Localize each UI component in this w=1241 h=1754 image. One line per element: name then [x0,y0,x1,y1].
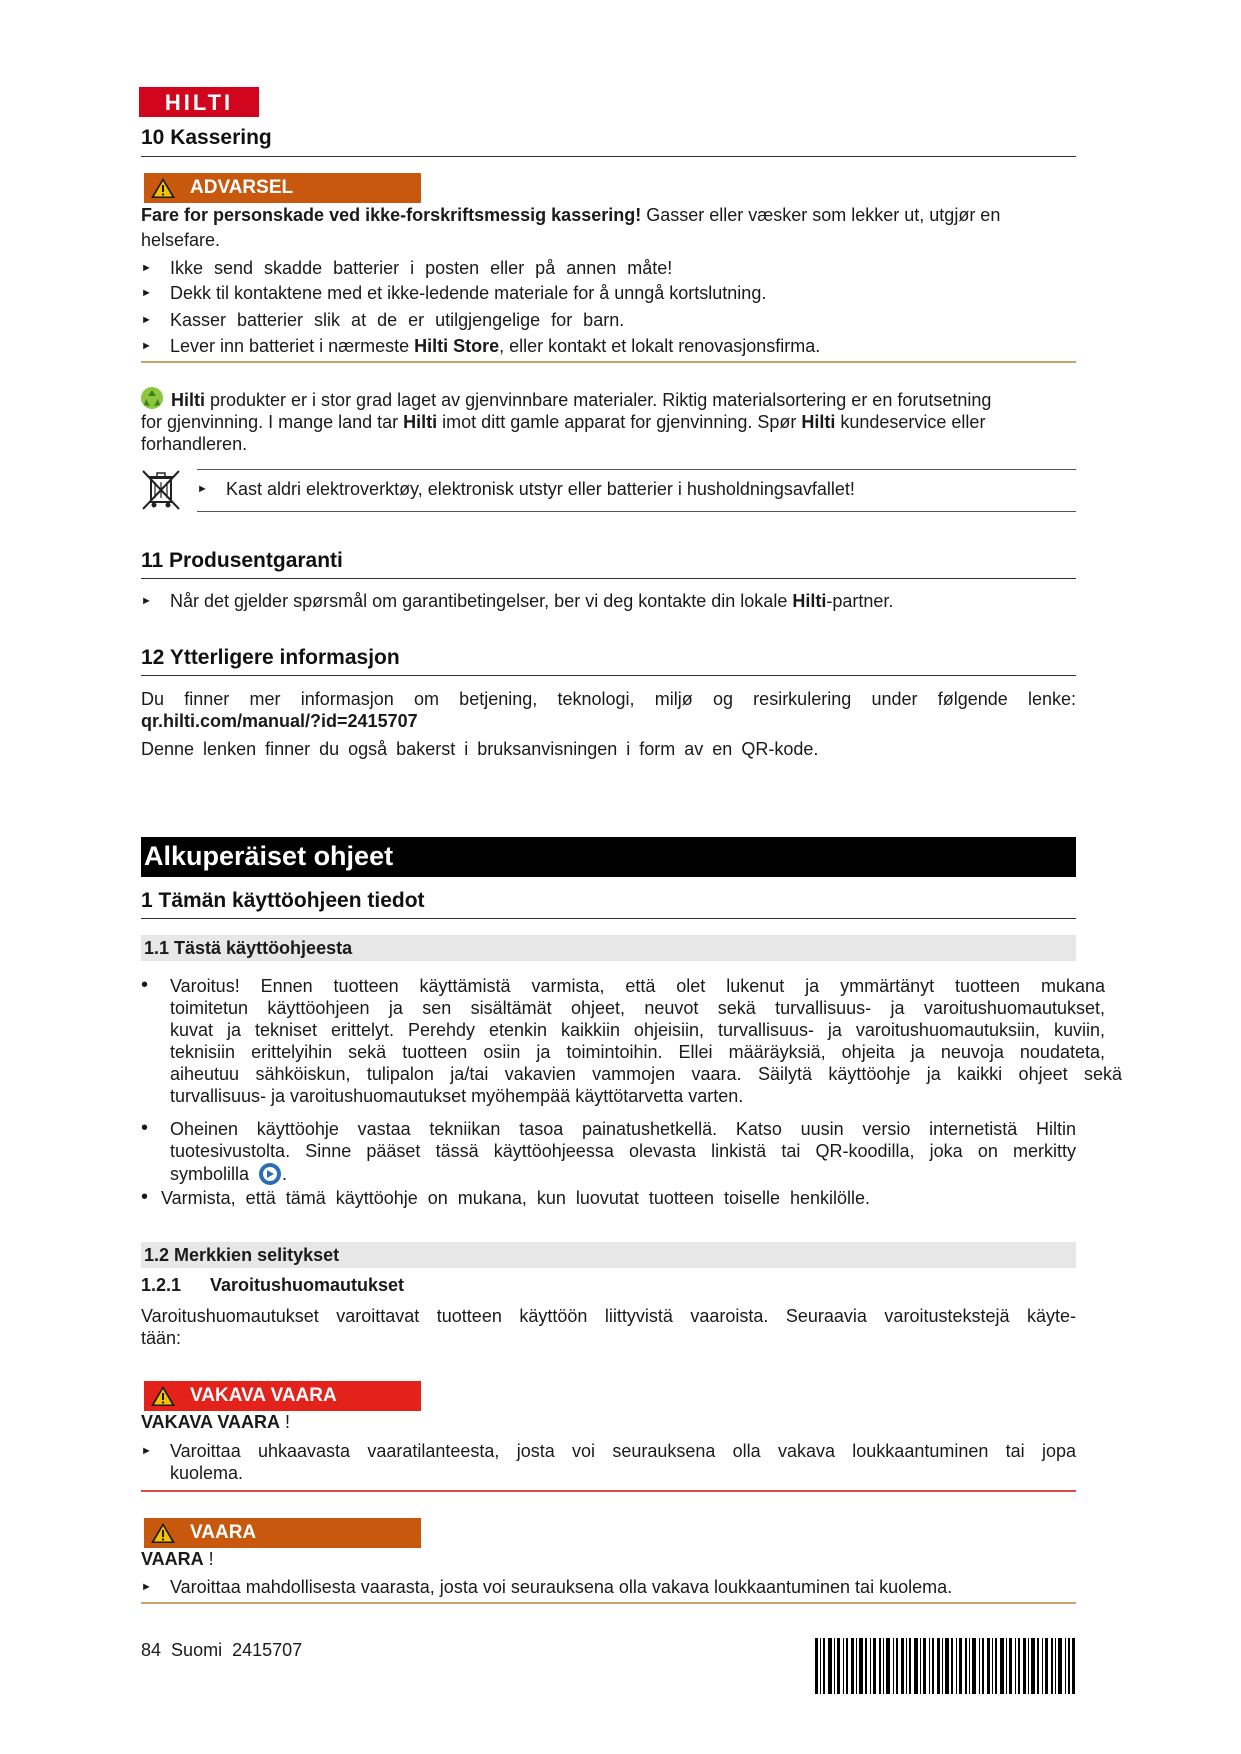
page-footer [141,1640,302,1661]
divider [141,156,1076,157]
page-number: 84 [141,1640,162,1660]
section-1-title: 1 Tämän käyttöohjeen tiedot [141,889,425,912]
divider [141,361,1076,363]
warning-badge-vaara: VAARA [144,1518,421,1548]
vakava-vaara-heading: VAKAVA VAARA ! [141,1412,291,1432]
logo-text: HILTI [164,90,234,115]
warnings-intro-line-1: Varoitushuomautukset varoittavat tuotteen käyttöön liittyvistä vaaroista. Seuraavia varoitustekstejä käyte- [141,1306,1076,1326]
divider [141,1602,1076,1604]
divider [141,578,1076,579]
warning-badge-vakava-vaara: VAKAVA VAARA [144,1381,421,1411]
section-10-title: 10 Kassering [141,126,272,149]
warning-label: ADVARSEL [190,177,294,198]
manual-link-icon [258,1162,282,1186]
language-banner: Alkuperäiset ohjeet [141,837,1076,877]
subsection-1-1-heading: 1.1 Tästä käyttöohjeesta [141,935,1076,961]
vaara-heading: VAARA ! [141,1549,214,1569]
warning-triangle-icon [150,1522,176,1544]
warning-lead-line2: helsefare. [141,230,221,250]
barcode [815,1638,1075,1694]
divider [197,469,1076,470]
warning-badge-advarsel [144,173,421,203]
subsection-1-2-1-number: 1.2.1 [141,1275,182,1295]
hilti-logo [139,87,259,117]
recycle-line-3: forhandleren. [141,434,248,454]
section-11-title: 11 Produsentgaranti [141,549,343,572]
crossed-bin-icon [140,468,182,512]
subsection-1-2-1-title: Varoitushuomautukset [210,1275,405,1295]
divider [141,918,1076,919]
recycle-line-2: for gjenvinning. I mange land tar Hilti imot ditt gamle apparat for gjenvinning. Spør Hilti kundeservice eller [141,412,986,432]
divider [197,511,1076,512]
divider [141,1490,1076,1492]
footer-language: Suomi [171,1640,223,1660]
more-info-line: Du finner mer informasjon om betjening, teknologi, miljø og resirkulering under følgende lenke: [141,689,1076,709]
qr-note: Denne lenken finner du også bakerst i bruksanvisningen i form av en QR-kode. [141,739,819,759]
subsection-1-2-heading: 1.2 Merkkien selitykset [141,1242,1076,1268]
warning-triangle-icon [150,177,176,199]
warning-lead-bold: Fare for personskade ved ikke-forskriftsmessig kassering! [141,205,642,225]
manual-link[interactable]: qr.hilti.com/manual/?id=2415707 [141,711,418,731]
section-12-title: 12 Ytterligere informasjon [141,646,400,669]
warning-lead-rest: Gasser eller væsker som lekker ut, utgjør en [641,205,1001,225]
footer-doc-number: 2415707 [232,1640,303,1660]
warnings-intro-line-2: tään: [141,1328,182,1348]
divider [141,675,1076,676]
recycle-line-1: Hilti produkter er i stor grad laget av gjenvinnbare materialer. Riktig materialsortering er en forutsetning [171,390,992,410]
warning-triangle-icon [150,1385,176,1407]
warning-lead [141,204,1076,226]
